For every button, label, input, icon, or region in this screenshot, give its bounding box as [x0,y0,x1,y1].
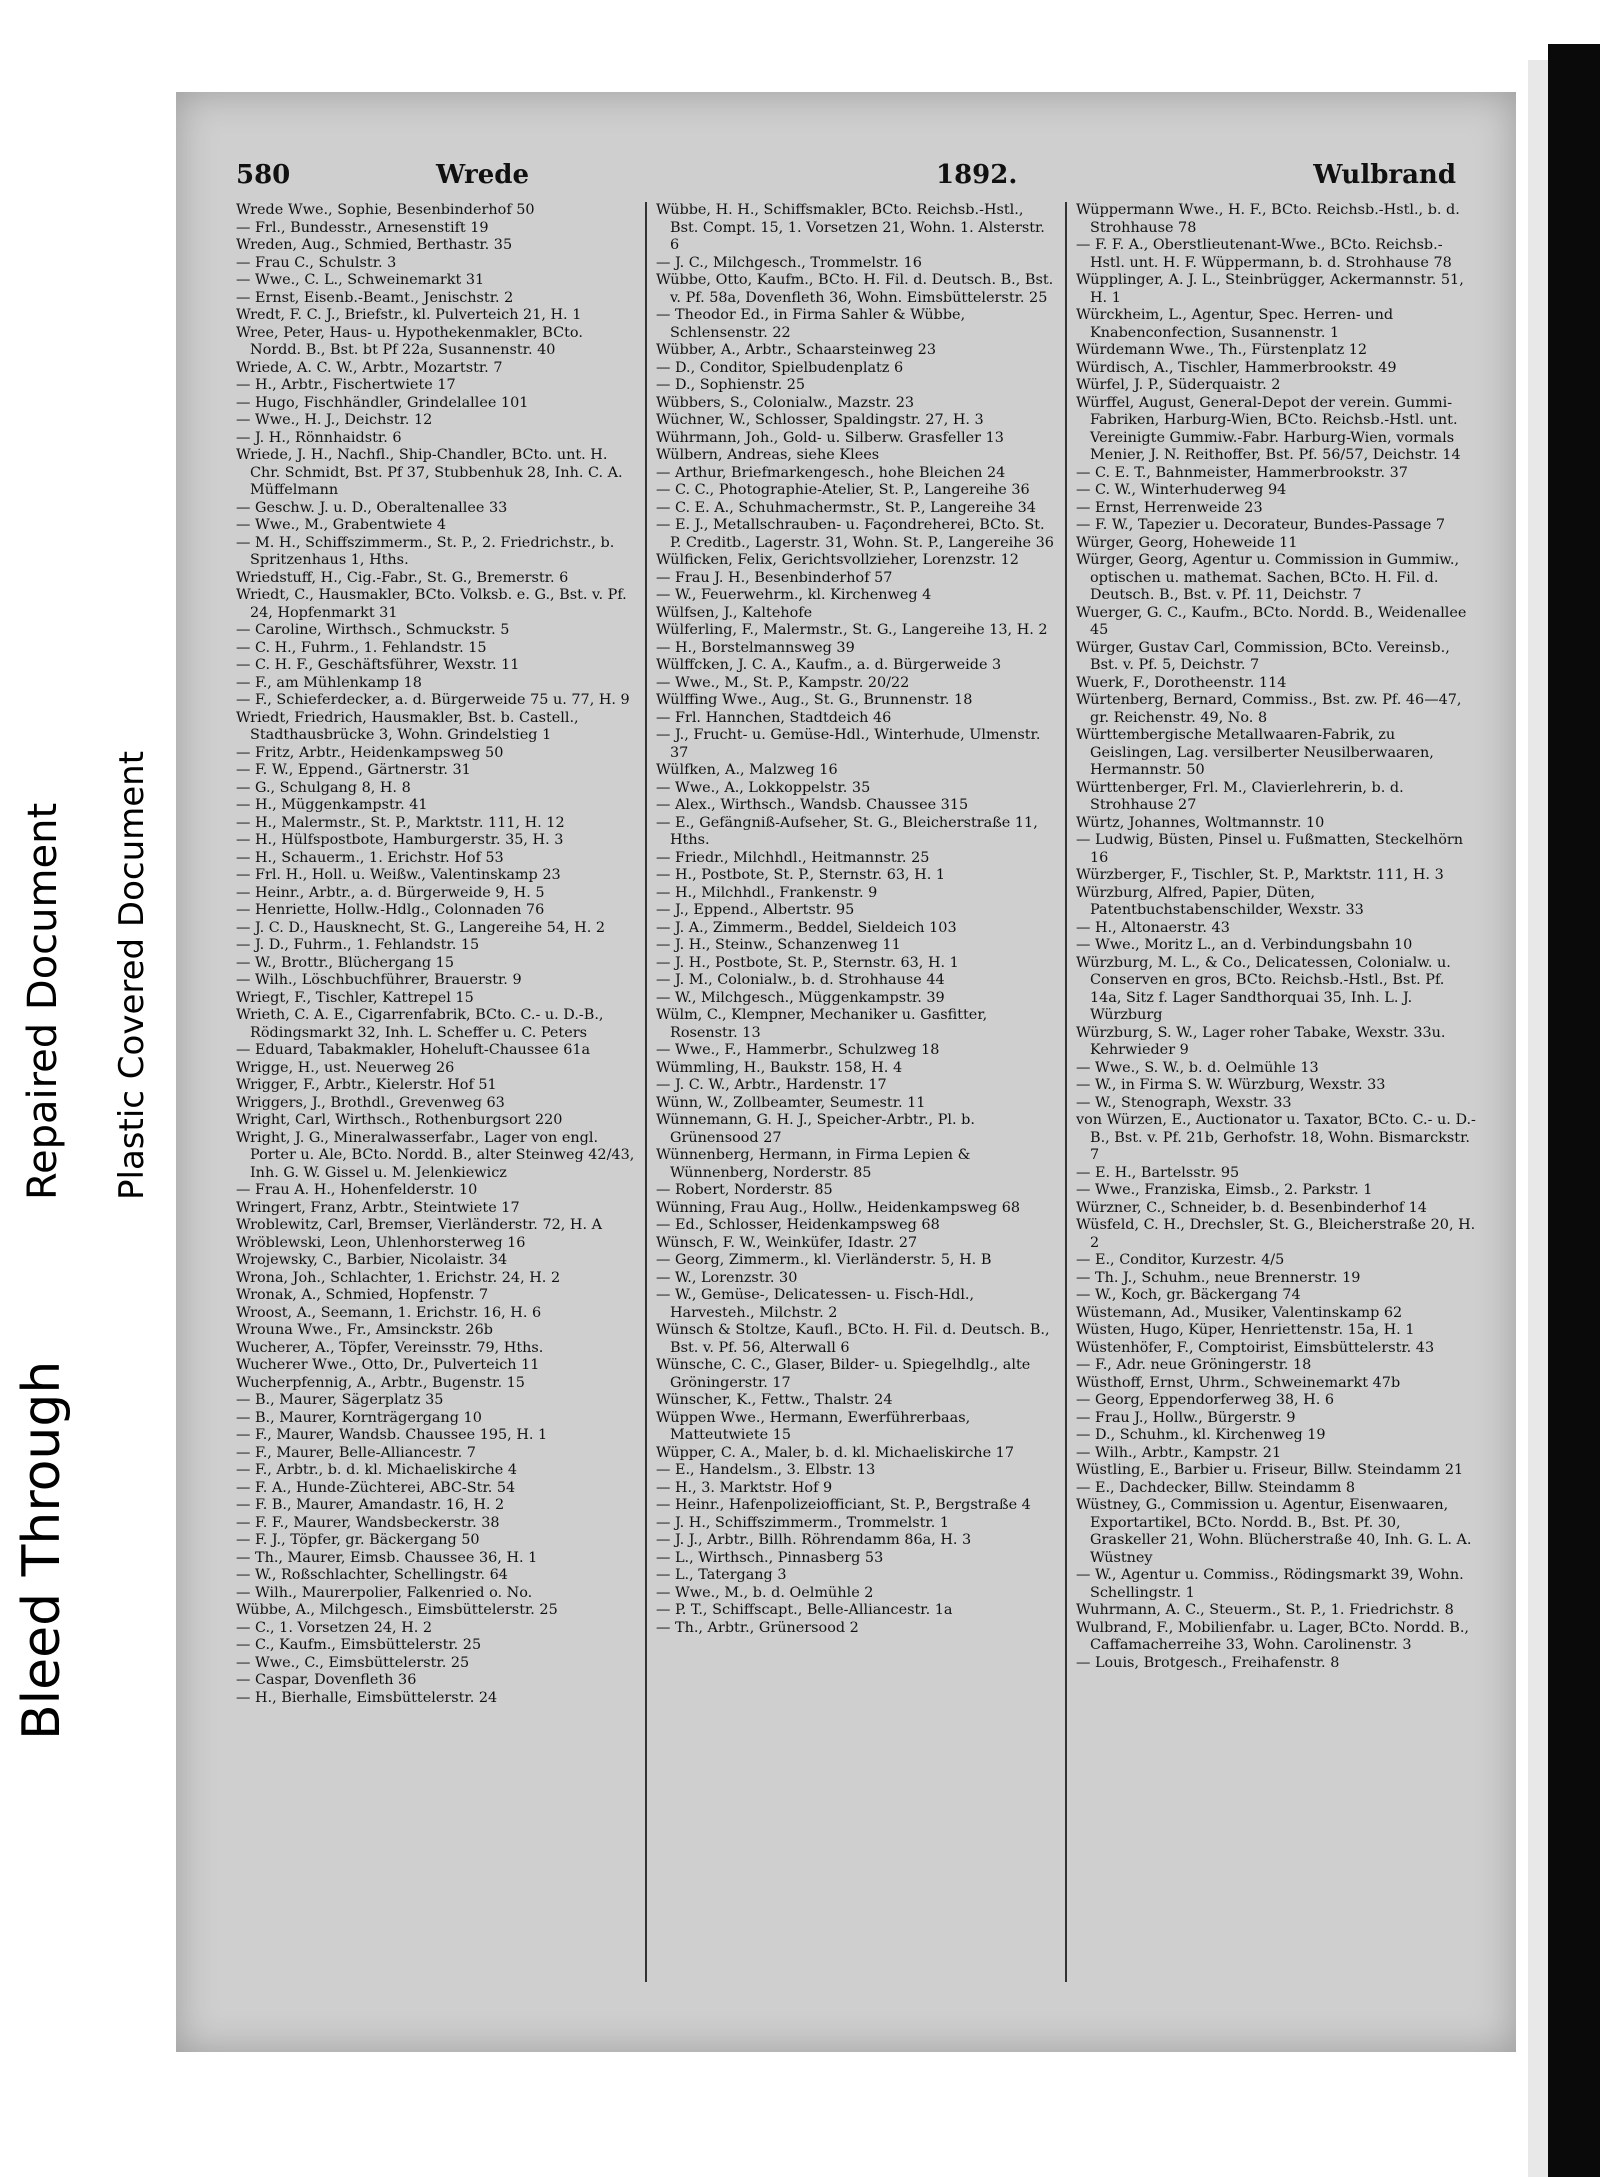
directory-entry: — F. F. A., Oberstlieutenant-Wwe., BCto. Reichsb.-Hstl. unt. H. F. Wüppermann, b. d. Strohhause 78 [1076,237,1452,271]
repaired-document-label: Repaired Document [20,802,66,1200]
directory-column-2 [656,202,1056,2022]
directory-entry: Wüstling, E., Barbier u. Friseur, Billw. Steindamm 21 [1076,1462,1464,1478]
directory-entry: — W., Stenograph, Wexstr. 33 [1076,1094,1292,1111]
directory-entry: — Ed., Schlosser, Heidenkampsweg 68 [656,1217,940,1233]
directory-columns [236,202,1476,2022]
directory-entry: — Eduard, Tabakmakler, Hoheluft-Chaussee 61a [236,1042,591,1058]
directory-entry: — D., Conditor, Spielbudenplatz 6 [656,359,904,376]
directory-entry: Würzburg, M. L., & Co., Delicatessen, Colonialw. u. Conserven en gros, BCto. Reichsb.-Hstl., Bst. Pf. 14a, Sitz f. Lager Sandthorquai 35, Inh. L. J. Würzburg [1076,954,1451,1023]
directory-column-1 [236,202,636,2022]
page-number: 580 [236,160,291,190]
directory-entry: Wright, Carl, Wirthsch., Rothenburgsort 220 [236,1112,563,1128]
directory-entry: — H., Müggenkampstr. 41 [236,797,428,813]
directory-entry: Württembergische Metallwaaren-Fabrik, zu Geislingen, Lag. versilberter Neusilberwaaren, Hermannstr. 50 [1076,727,1434,778]
directory-entry: Würger, Georg, Hoheweide 11 [1076,534,1298,551]
directory-entry: Wredt, F. C. J., Briefstr., kl. Pulverteich 21, H. 1 [236,307,582,323]
directory-entry: — W., Roßschlachter, Schellingstr. 64 [236,1567,508,1583]
directory-entry: — Fritz, Arbtr., Heidenkampsweg 50 [236,744,504,761]
directory-entry: Wünnenberg, Hermann, in Firma Lepien & Wünnenberg, Norderstr. 85 [656,1147,971,1181]
page-header [236,160,1456,200]
directory-entry: Wülffcken, J. C. A., Kaufm., a. d. Bürgerweide 3 [656,657,1002,673]
directory-entry: — Frau A. H., Hohenfelderstr. 10 [236,1182,478,1198]
directory-entry: — H., Borstelmannsweg 39 [656,639,855,656]
directory-entry: Wriede, A. C. W., Arbtr., Mozartstr. 7 [236,359,503,376]
directory-entry: Wrona, Joh., Schlachter, 1. Erichstr. 24, H. 2 [236,1269,561,1286]
directory-entry: Würzberger, F., Tischler, St. P., Marktstr. 111, H. 3 [1076,867,1444,883]
directory-entry: — Wilh., Löschbuchführer, Brauerstr. 9 [236,972,522,988]
directory-entry: Wreden, Aug., Schmied, Berthastr. 35 [236,237,513,253]
directory-entry: von Würzen, E., Auctionator u. Taxator, BCto. C.- u. D.-B., Bst. v. Pf. 21b, Gerhofstr. 18, Wohn. Bismarckstr. 7 [1076,1112,1476,1163]
directory-entry: — F. F., Maurer, Wandsbeckerstr. 38 [236,1514,500,1531]
directory-entry: — Heinr., Hafenpolizeiofficiant, St. P., Bergstraße 4 [656,1497,1031,1513]
directory-entry: Wröblewski, Leon, Uhlenhorsterweg 16 [236,1234,526,1251]
column-divider [1065,202,1067,1982]
directory-entry: — Henriette, Hollw.-Hdlg., Colonnaden 76 [236,902,545,918]
directory-entry: — Th., Arbtr., Grünersood 2 [656,1619,859,1636]
directory-entry: — J. H., Schiffszimmerm., Trommelstr. 1 [656,1514,949,1531]
directory-entry: — D., Sophienstr. 25 [656,377,806,393]
directory-entry: — Frl. Hannchen, Stadtdeich 46 [656,709,892,726]
directory-entry: — W., Gemüse-, Delicatessen- u. Fisch-Hdl., Harvesteh., Milchstr. 2 [656,1287,975,1321]
directory-entry: — D., Schuhm., kl. Kirchenweg 19 [1076,1427,1326,1443]
directory-entry: — J. C. D., Hausknecht, St. G., Langereihe 54, H. 2 [236,919,606,936]
directory-entry: Wuhrmann, A. C., Steuerm., St. P., 1. Friedrichstr. 8 [1076,1602,1454,1618]
directory-entry: — E., Handelsm., 3. Elbstr. 13 [656,1462,876,1478]
header-right-keyword: Wulbrand [1313,160,1456,190]
directory-entry: — Wwe., M., Grabentwiete 4 [236,517,446,533]
directory-entry: — Ernst, Eisenb.-Beamt., Jenischstr. 2 [236,289,514,306]
directory-entry: — L., Wirthsch., Pinnasberg 53 [656,1549,884,1566]
directory-entry: Wünning, Frau Aug., Hollw., Heidenkampsweg 68 [656,1199,1021,1216]
directory-entry: — F., Arbtr., b. d. kl. Michaeliskirche 4 [236,1462,518,1478]
directory-entry: Wübbers, S., Colonialw., Mazstr. 23 [656,394,915,411]
directory-entry: — B., Maurer, Sägerplatz 35 [236,1392,444,1408]
directory-entry: — Wwe., C. L., Schweinemarkt 31 [236,272,485,288]
directory-entry: Wüpper, C. A., Maler, b. d. kl. Michaeliskirche 17 [656,1444,1014,1461]
directory-entry: — Frau J. H., Besenbinderhof 57 [656,569,893,586]
directory-entry: Wree, Peter, Haus- u. Hypothekenmakler, BCto. Nordd. B., Bst. bt Pf 22a, Susannenstr. 40 [236,324,583,358]
directory-entry: — Th., Maurer, Eimsb. Chaussee 36, H. 1 [236,1549,538,1566]
directory-entry: — J. J., Arbtr., Billh. Röhrendamm 86a, H. 3 [656,1532,972,1548]
directory-entry: Wüppen Wwe., Hermann, Ewerführerbaas, Matteutwiete 15 [656,1409,971,1443]
directory-entry: — C. E. A., Schuhmachermstr., St. P., Langereihe 34 [656,499,1036,516]
directory-entry: Würdisch, A., Tischler, Hammerbrookstr. 49 [1076,359,1397,376]
directory-entry: Wüppermann Wwe., H. F., BCto. Reichsb.-Hstl., b. d. Strohhause 78 [1076,202,1460,236]
directory-entry: — Louis, Brotgesch., Freihafenstr. 8 [1076,1654,1340,1671]
directory-entry: — Frl., Bundesstr., Arnesenstift 19 [236,219,489,236]
directory-entry: — Wwe., Moritz L., an d. Verbindungsbahn 10 [1076,937,1413,953]
directory-entry: — H., Postbote, St. P., Sternstr. 63, H. 1 [656,867,946,883]
scan-dark-border [1548,44,1600,2177]
directory-entry: — F., Adr. neue Gröningerstr. 18 [1076,1357,1312,1373]
directory-entry: — Frl. H., Holl. u. Weißw., Valentinskamp 23 [236,867,561,883]
directory-entry: — F., Maurer, Wandsb. Chaussee 195, H. 1 [236,1427,548,1443]
directory-entry: Wünnemann, G. H. J., Speicher-Arbtr., Pl. b. Grünensood 27 [656,1112,975,1146]
directory-entry: Wrigger, F., Arbtr., Kielerstr. Hof 51 [236,1077,497,1093]
directory-entry: Wüsthoff, Ernst, Uhrm., Schweinemarkt 47b [1076,1374,1401,1391]
directory-entry: Württenberger, Frl. M., Clavierlehrerin, b. d. Strohhause 27 [1076,779,1404,813]
directory-entry: — Alex., Wirthsch., Wandsb. Chaussee 315 [656,797,969,813]
directory-entry: — E., Gefängniß-Aufseher, St. G., Bleicherstraße 11, Hths. [656,814,1038,848]
directory-entry: Wuerk, F., Dorotheenstr. 114 [1076,674,1287,691]
directory-entry: Wrede Wwe., Sophie, Besenbinderhof 50 [236,202,535,218]
directory-entry: — F., Maurer, Belle-Alliancestr. 7 [236,1444,476,1461]
directory-entry: Würckheim, L., Agentur, Spec. Herren- und Knabenconfection, Susannenstr. 1 [1076,307,1394,341]
directory-entry: — Heinr., Arbtr., a. d. Bürgerweide 9, H. 5 [236,884,545,901]
directory-entry: — W., Koch, gr. Bäckergang 74 [1076,1287,1301,1303]
directory-entry: — G., Schulgang 8, H. 8 [236,779,411,796]
directory-entry: — E., Conditor, Kurzestr. 4/5 [1076,1252,1285,1268]
directory-entry: Wüstenhöfer, F., Comptoirist, Eimsbüttelerstr. 43 [1076,1339,1435,1356]
plastic-covered-label: Plastic Covered Document [112,750,152,1200]
directory-entry: — Wwe., A., Lokkoppelstr. 35 [656,779,871,796]
directory-entry: — C., Kaufm., Eimsbüttelerstr. 25 [236,1637,482,1653]
directory-entry: — W., Lorenzstr. 30 [656,1269,798,1286]
directory-entry: Würger, Georg, Agentur u. Commission in Gummiw., optischen u. mathemat. Sachen, BCto. H. Fil. d. Deutsch. B., Bst. v. Pf. 11, Deichstr. 7 [1076,552,1460,603]
bleed-through-label: Bleed Through [12,1360,72,1740]
directory-entry: — F. W., Eppend., Gärtnerstr. 31 [236,762,471,778]
directory-entry: — J., Eppend., Albertstr. 95 [656,902,855,918]
directory-entry: — C. E. T., Bahnmeister, Hammerbrookstr. 37 [1076,464,1408,481]
directory-entry: — H., Altonaerstr. 43 [1076,919,1230,936]
directory-entry: — J. A., Zimmerm., Beddel, Sieldeich 103 [656,919,957,936]
directory-entry: — P. T., Schiffscapt., Belle-Alliancestr. 1a [656,1602,953,1618]
directory-entry: — Georg, Eppendorferweg 38, H. 6 [1076,1392,1335,1408]
directory-entry: Wucherer Wwe., Otto, Dr., Pulverteich 11 [236,1357,540,1373]
directory-entry: Würzburg, S. W., Lager roher Tabake, Wexstr. 33u. Kehrwieder 9 [1076,1024,1446,1058]
directory-entry: — H., Malermstr., St. P., Marktstr. 111, H. 12 [236,814,565,831]
directory-entry: — Wwe., H. J., Deichstr. 12 [236,412,433,428]
directory-entry: Wünsch & Stoltze, Kaufl., BCto. H. Fil. d. Deutsch. B., Bst. v. Pf. 56, Alterwall 6 [656,1322,1050,1356]
directory-entry: — Wwe., M., St. P., Kampstr. 20/22 [656,674,910,691]
directory-entry: — Wwe., F., Hammerbr., Schulzweg 18 [656,1042,940,1058]
directory-entry: — J. H., Postbote, St. P., Sternstr. 63, H. 1 [656,954,959,971]
directory-entry: Wünn, W., Zollbeamter, Seumestr. 11 [656,1094,926,1111]
directory-entry: — W., Feuerwehrm., kl. Kirchenweg 4 [656,587,932,603]
directory-entry: Wüstney, G., Commission u. Agentur, Eisenwaaren, Exportartikel, BCto. Nordd. B., Bst. Pf. 30, Graskeller 21, Wohn. Blücherstraße 40, Inh. G. L. A. Wüstney [1076,1497,1472,1566]
directory-entry: — E. J., Metallschrauben- u. Façondreherei, BCto. St. P. Creditb., Lagerstr. 31, Wohn. St. P., Langereihe 36 [656,517,1054,551]
directory-entry: Wünsche, C. C., Glaser, Bilder- u. Spiegelhdlg., alte Gröningerstr. 17 [656,1357,1031,1391]
directory-entry: — J. H., Rönnhaidstr. 6 [236,429,402,446]
directory-entry: — Caroline, Wirthsch., Schmuckstr. 5 [236,622,510,638]
directory-entry: — H., Hülfspostbote, Hamburgerstr. 35, H. 3 [236,832,564,848]
directory-entry: Wübbe, A., Milchgesch., Eimsbüttelerstr. 25 [236,1602,558,1618]
directory-entry: — C. W., Winterhuderweg 94 [1076,482,1287,498]
directory-entry: — W., Brottr., Blüchergang 15 [236,954,454,971]
directory-entry: Würzner, C., Schneider, b. d. Besenbinderhof 14 [1076,1199,1427,1216]
directory-entry: — H., Schauerm., 1. Erichstr. Hof 53 [236,849,504,866]
directory-entry: — Theodor Ed., in Firma Sahler & Wübbe, Schlensenstr. 22 [656,307,966,341]
directory-entry: Wroost, A., Seemann, 1. Erichstr. 16, H. 6 [236,1304,542,1321]
directory-entry: — J. C., Milchgesch., Trommelstr. 16 [656,254,922,271]
directory-entry: — Georg, Zimmerm., kl. Vierländerstr. 5, H. B [656,1252,992,1268]
directory-entry: Wulbrand, F., Mobilienfabr. u. Lager, BCto. Nordd. B., Caffamacherreihe 33, Wohn. Carolinenstr. 3 [1076,1619,1469,1653]
scan-right-edge [1528,60,1548,2177]
directory-entry: Würffel, August, General-Depot der verein. Gummi-Fabriken, Harburg-Wien, BCto. Reichsb.-Hstl. unt. Vereinigte Gummiw.-Fabr. Harburg-Wien, vormals Menier, J. N. Reithoffer, Bst. Pf. 56/57, Deichstr. 14 [1076,394,1461,463]
directory-entry: Wrigge, H., ust. Neuerweg 26 [236,1059,455,1076]
directory-entry: Wünsch, F. W., Weinküfer, Idastr. 27 [656,1234,918,1251]
directory-entry: Wülfken, A., Malzweg 16 [656,762,838,778]
directory-entry: — J., Frucht- u. Gemüse-Hdl., Winterhude, Ulmenstr. 37 [656,727,1041,761]
directory-entry: Wronak, A., Schmied, Hopfenstr. 7 [236,1287,489,1303]
column-divider [645,202,647,1982]
directory-entry: — H., Milchhdl., Frankenstr. 9 [656,884,878,901]
directory-entry: — F. J., Töpfer, gr. Bäckergang 50 [236,1532,480,1548]
directory-entry: Wuerger, G. C., Kaufm., BCto. Nordd. B., Weidenallee 45 [1076,604,1467,638]
directory-entry: Wucherpfennig, A., Arbtr., Bugenstr. 15 [236,1374,525,1391]
directory-entry: — C. C., Photographie-Atelier, St. P., Langereihe 36 [656,482,1030,498]
scan-annotations [0,640,170,1740]
directory-entry: — E. H., Bartelsstr. 95 [1076,1164,1240,1181]
directory-entry: Wührmann, Joh., Gold- u. Silberw. Grasfeller 13 [656,429,1004,446]
directory-entry: — Wwe., S. W., b. d. Oelmühle 13 [1076,1059,1319,1076]
directory-entry: Wüstemann, Ad., Musiker, Valentinskamp 62 [1076,1304,1403,1321]
directory-entry: — Th. J., Schuhm., neue Brennerstr. 19 [1076,1269,1361,1286]
directory-entry: Wünscher, K., Fettw., Thalstr. 24 [656,1392,893,1408]
directory-entry: Wriedstuff, H., Cig.-Fabr., St. G., Bremerstr. 6 [236,569,569,586]
directory-column-3 [1076,202,1476,2022]
directory-entry: Wrojewsky, C., Barbier, Nicolaistr. 34 [236,1252,508,1268]
directory-entry: Wriede, J. H., Nachfl., Ship-Chandler, BCto. unt. H. Chr. Schmidt, Bst. Pf 37, Stubbenhuk 28, Inh. C. A. Müffelmann [236,447,623,498]
directory-entry: — H., Arbtr., Fischertwiete 17 [236,377,456,393]
directory-entry: — Wwe., C., Eimsbüttelerstr. 25 [236,1654,470,1671]
directory-entry: — M. H., Schiffszimmerm., St. P., 2. Friedrichstr., b. Spritzenhaus 1, Hths. [236,534,615,568]
directory-entry: Wüchner, W., Schlosser, Spaldingstr. 27, H. 3 [656,412,984,428]
directory-entry: Würfel, J. P., Süderquaistr. 2 [1076,377,1281,393]
directory-entry: Wriedt, C., Hausmakler, BCto. Volksb. e. G., Bst. v. Pf. 24, Hopfenmarkt 31 [236,587,627,621]
directory-entry: — Caspar, Dovenfleth 36 [236,1672,417,1688]
directory-entry: Wriegt, F., Tischler, Kattrepel 15 [236,989,474,1006]
directory-entry: — Frau J., Hollw., Bürgerstr. 9 [1076,1409,1296,1426]
header-left-keyword: Wrede [436,160,529,190]
directory-entry: Wülm, C., Klempner, Mechaniker u. Gasfitter, Rosenstr. 13 [656,1007,988,1041]
directory-entry: Wrouna Wwe., Fr., Amsinckstr. 26b [236,1322,493,1338]
directory-entry: — B., Maurer, Kornträgergang 10 [236,1409,482,1426]
directory-entry: — W., Agentur u. Commiss., Rödingsmarkt 39, Wohn. Schellingstr. 1 [1076,1567,1464,1601]
directory-entry: Wucherer, A., Töpfer, Vereinsstr. 79, Hths. [236,1339,544,1356]
directory-entry: — H., 3. Marktstr. Hof 9 [656,1479,833,1496]
directory-entry: — F. A., Hunde-Züchterei, ABC-Str. 54 [236,1479,516,1496]
directory-entry: — Robert, Norderstr. 85 [656,1182,833,1198]
directory-entry: — Friedr., Milchhdl., Heitmannstr. 25 [656,849,930,866]
directory-entry: — Wilh., Maurerpolier, Falkenried o. No. [236,1584,533,1601]
directory-entry: — Wwe., M., b. d. Oelmühle 2 [656,1584,874,1601]
directory-entry: Wright, J. G., Mineralwasserfabr., Lager von engl. Porter u. Ale, BCto. Nordd. B., alter Steinweg 42/43, Inh. G. W. Gissel u. M. Jelenkiewicz [236,1129,635,1181]
directory-entry: — Hugo, Fischhändler, Grindelallee 101 [236,394,529,411]
directory-entry: — J. H., Steinw., Schanzenweg 11 [656,937,901,953]
header-year: 1892. [936,160,1018,190]
directory-entry: — L., Tatergang 3 [656,1567,787,1583]
directory-entry: Wülbern, Andreas, siehe Klees [656,447,880,463]
directory-entry: Wriggers, J., Brothdl., Grevenweg 63 [236,1094,505,1111]
directory-entry: Würzburg, Alfred, Papier, Düten, Patentbuchstabenschilder, Wexstr. 33 [1076,884,1364,918]
directory-entry: Wringert, Franz, Arbtr., Steintwiete 17 [236,1199,520,1216]
directory-entry: Wülficken, Felix, Gerichtsvollzieher, Lorenzstr. 12 [656,552,1019,568]
directory-entry: Würtenberg, Bernard, Commiss., Bst. zw. Pf. 46—47, gr. Reichenstr. 49, No. 8 [1076,692,1462,726]
directory-entry: Wroblewitz, Carl, Bremser, Vierländerstr. 72, H. A [236,1217,602,1233]
directory-entry: — E., Dachdecker, Billw. Steindamm 8 [1076,1479,1356,1496]
directory-entry: — J. C. W., Arbtr., Hardenstr. 17 [656,1077,887,1093]
directory-entry: — Frau C., Schulstr. 3 [236,254,397,271]
directory-entry: Würtz, Johannes, Woltmannstr. 10 [1076,814,1325,831]
directory-entry: — C. H. F., Geschäftsführer, Wexstr. 11 [236,657,520,673]
directory-entry: — Wwe., Franziska, Eimsb., 2. Parkstr. 1 [1076,1182,1373,1198]
directory-entry: Wübber, A., Arbtr., Schaarsteinweg 23 [656,342,936,358]
directory-entry: — H., Bierhalle, Eimsbüttelerstr. 24 [236,1689,498,1706]
directory-entry: Wriedt, Friedrich, Hausmakler, Bst. b. Castell., Stadthausbrücke 3, Wohn. Grindelstieg 1 [236,709,579,743]
directory-entry: — Arthur, Briefmarkengesch., hohe Bleichen 24 [656,464,1006,481]
directory-entry: Wülffing Wwe., Aug., St. G., Brunnenstr. 18 [656,692,973,708]
directory-entry: Wüsfeld, C. H., Drechsler, St. G., Bleicherstraße 20, H. 2 [1076,1217,1476,1251]
directory-entry: — C. H., Fuhrm., 1. Fehlandstr. 15 [236,639,487,656]
directory-entry: — W., Milchgesch., Müggenkampstr. 39 [656,989,945,1006]
directory-entry: — J. D., Fuhrm., 1. Fehlandstr. 15 [236,937,480,953]
directory-entry: — Ludwig, Büsten, Pinsel u. Fußmatten, Steckelhörn 16 [1076,832,1464,866]
directory-entry: — Wilh., Arbtr., Kampstr. 21 [1076,1444,1282,1461]
directory-entry: — C., 1. Vorsetzen 24, H. 2 [236,1619,433,1636]
directory-entry: — J. M., Colonialw., b. d. Strohhause 44 [656,972,945,988]
directory-entry: Wüpplinger, A. J. L., Steinbrügger, Ackermannstr. 51, H. 1 [1076,272,1464,306]
directory-entry: — F., am Mühlenkamp 18 [236,674,422,691]
directory-page [176,92,1516,2052]
directory-entry: Wümmling, H., Baukstr. 158, H. 4 [656,1059,903,1076]
directory-entry: Wülferling, F., Malermstr., St. G., Langereihe 13, H. 2 [656,622,1048,638]
directory-entry: Würdemann Wwe., Th., Fürstenplatz 12 [1076,342,1368,358]
directory-entry: Wüsten, Hugo, Küper, Henriettenstr. 15a, H. 1 [1076,1322,1415,1338]
directory-entry: — W., in Firma S. W. Würzburg, Wexstr. 33 [1076,1077,1386,1093]
directory-entry: — Ernst, Herrenweide 23 [1076,499,1263,516]
directory-entry: Würger, Gustav Carl, Commission, BCto. Vereinsb., Bst. v. Pf. 5, Deichstr. 7 [1076,639,1450,673]
directory-entry: — F., Schieferdecker, a. d. Bürgerweide 75 u. 77, H. 9 [236,692,630,708]
directory-entry: — F. W., Tapezier u. Decorateur, Bundes-Passage 7 [1076,517,1445,533]
directory-entry: Wülfsen, J., Kaltehofe [656,604,813,621]
directory-entry: Wübbe, Otto, Kaufm., BCto. H. Fil. d. Deutsch. B., Bst. v. Pf. 58a, Dovenfleth 36, Wohn. Eimsbüttelerstr. 25 [656,272,1054,306]
directory-entry: Wübbe, H. H., Schiffsmakler, BCto. Reichsb.-Hstl., Bst. Compt. 15, 1. Vorsetzen 21, Wohn. 1. Alsterstr. 6 [656,202,1045,253]
directory-entry: — Geschw. J. u. D., Oberaltenallee 33 [236,499,508,516]
directory-entry: Wrieth, C. A. E., Cigarrenfabrik, BCto. C.- u. D.-B., Rödingsmarkt 32, Inh. L. Scheffer u. C. Peters [236,1007,604,1041]
directory-entry: — F. B., Maurer, Amandastr. 16, H. 2 [236,1497,505,1513]
